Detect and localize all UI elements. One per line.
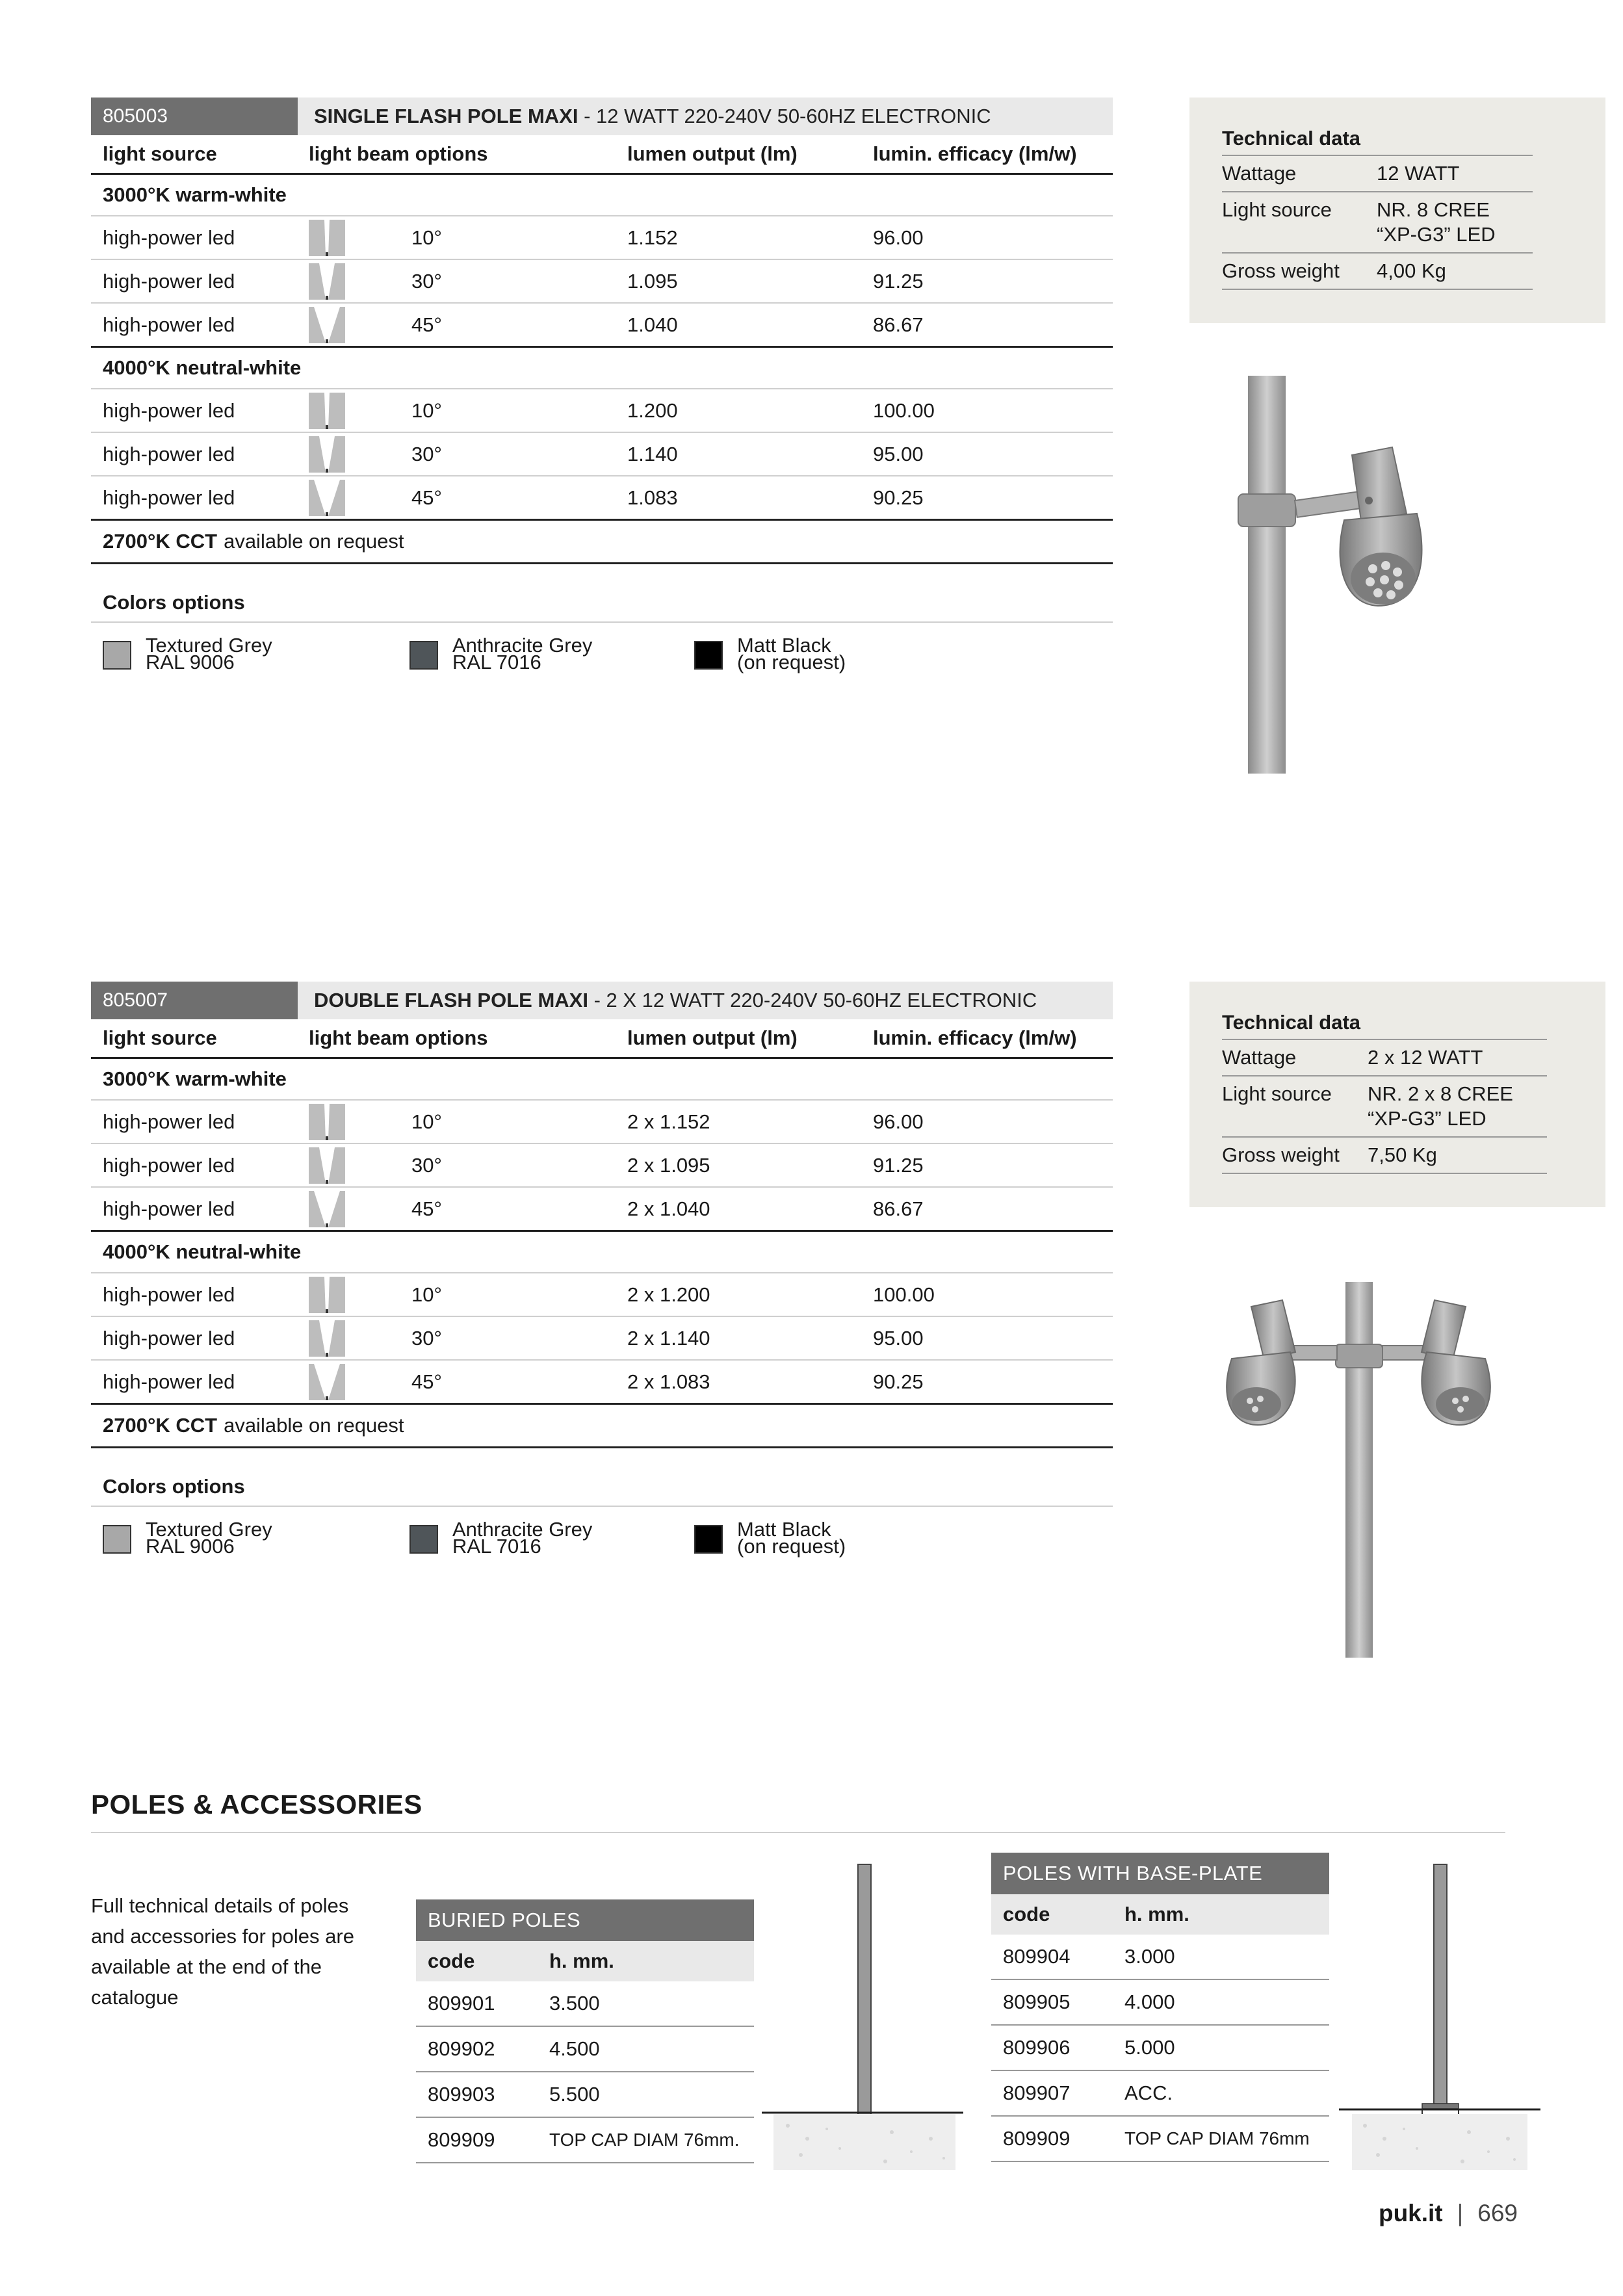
- product-title: [314, 982, 1037, 1019]
- lumen-output: 2 x 1.095: [627, 1153, 710, 1177]
- pole-row: [991, 1935, 1329, 1980]
- lumen-output: 2 x 1.200: [627, 1283, 710, 1306]
- tech-key: Gross weight: [1222, 1143, 1340, 1166]
- beam-angle-icon: [309, 220, 345, 256]
- tech-row: [1222, 1040, 1547, 1076]
- lumen-output: 1.095: [627, 269, 678, 293]
- color-line2: (on request): [737, 1535, 846, 1558]
- tech-row: [1222, 192, 1533, 254]
- light-source: high-power led: [103, 442, 235, 465]
- color-line1: Textured Grey: [146, 634, 272, 657]
- double-flash-pole-image: [1206, 1274, 1518, 1664]
- luminous-efficacy: 91.25: [873, 1153, 924, 1177]
- product-title-name: SINGLE FLASH POLE MAXI: [314, 105, 578, 127]
- light-source: high-power led: [103, 398, 235, 422]
- luminous-efficacy: 100.00: [873, 1283, 935, 1306]
- beam-angle: 30°: [411, 1326, 442, 1350]
- color-swatches: [91, 1507, 1113, 1572]
- beam-angle-icon: [309, 1277, 345, 1313]
- tech-key: Light source: [1222, 1082, 1332, 1105]
- cct-label: 2700°K CCT: [103, 1414, 218, 1437]
- pole-row: [416, 1981, 754, 2027]
- color-name: [146, 1518, 272, 1558]
- section-name: 4000°K neutral-white: [103, 356, 302, 379]
- pole-code: 809904: [1003, 1945, 1071, 1968]
- table-row: [91, 260, 1113, 304]
- color-line2: RAL 9006: [146, 1535, 235, 1558]
- beam-angle: 45°: [411, 1197, 442, 1220]
- table-row: [91, 304, 1113, 348]
- tech-row: [1222, 156, 1533, 192]
- pole-height: TOP CAP DIAM 76mm.: [549, 2130, 740, 2150]
- beam-icon-cell: [309, 304, 345, 346]
- table-row: [91, 433, 1113, 476]
- technical-data-title: Technical data: [1222, 122, 1533, 156]
- technical-data-title: Technical data: [1222, 1006, 1547, 1040]
- color-name: [737, 1518, 846, 1558]
- light-source: high-power led: [103, 313, 235, 336]
- table-row: [91, 476, 1113, 521]
- color-line1: Anthracite Grey: [452, 1518, 593, 1541]
- footer-separator: |: [1457, 2200, 1464, 2226]
- product-code: 805003: [91, 98, 298, 135]
- tech-row: [1222, 254, 1533, 290]
- table-header-row: [91, 1019, 1113, 1059]
- section-divider: [91, 1832, 1505, 1833]
- colors-options-805007: [91, 1468, 1113, 1572]
- lumen-output: 1.140: [627, 442, 678, 465]
- beam-icon-cell: [309, 1273, 345, 1316]
- product-header: [91, 982, 1113, 1019]
- light-source: high-power led: [103, 1110, 235, 1133]
- lumen-output: 2 x 1.140: [627, 1326, 710, 1350]
- beam-angle-icon: [309, 1104, 345, 1140]
- pole-code: 809906: [1003, 2036, 1071, 2059]
- pole-code: 809902: [428, 2037, 495, 2060]
- cct-availability: available on request: [224, 530, 404, 553]
- technical-data-inner: [1222, 122, 1533, 290]
- poles-accessories-title: POLES & ACCESSORIES: [91, 1789, 422, 1820]
- luminous-efficacy: 86.67: [873, 1197, 924, 1220]
- luminous-efficacy: 90.25: [873, 1370, 924, 1393]
- baseplate-poles-header: [991, 1894, 1329, 1935]
- beam-angle-icon: [309, 393, 345, 429]
- color-name: [452, 634, 593, 673]
- lumen-output: 1.152: [627, 226, 678, 249]
- color-chip: [103, 1525, 131, 1554]
- col-light-source: light source: [103, 142, 217, 165]
- pole-row: [991, 2071, 1329, 2117]
- col-height: h. mm.: [549, 1950, 614, 1972]
- beam-angle: 45°: [411, 313, 442, 336]
- beam-angle-icon: [309, 436, 345, 473]
- color-line2: RAL 7016: [452, 1535, 541, 1558]
- poles-note: Full technical details of poles and accessories for poles are available at the end of the catalogue: [91, 1894, 354, 2009]
- tech-key: Light source: [1222, 198, 1332, 221]
- color-swatch: [694, 634, 846, 673]
- color-temp-section: [91, 1232, 1113, 1273]
- luminous-efficacy: 86.67: [873, 313, 924, 336]
- pole-row: [416, 2027, 754, 2072]
- beam-icon-cell: [309, 389, 345, 432]
- product-table-805007: [91, 982, 1113, 1448]
- color-temp-section: [91, 1059, 1113, 1101]
- beam-icon-cell: [309, 1101, 345, 1143]
- color-line1: Anthracite Grey: [452, 634, 593, 657]
- beam-icon-cell: [309, 433, 345, 475]
- pole-code: 809901: [428, 1992, 495, 2015]
- beam-angle: 10°: [411, 226, 442, 249]
- pole-height: ACC.: [1124, 2081, 1173, 2104]
- buried-pole-drawing: [762, 1859, 963, 2171]
- light-source: high-power led: [103, 1370, 235, 1393]
- product-title-specs: - 2 X 12 WATT 220-240V 50-60HZ ELECTRONIC: [588, 989, 1037, 1011]
- light-source: high-power led: [103, 226, 235, 249]
- col-lumen: lumen output (lm): [627, 1026, 798, 1049]
- page-footer: [1379, 2200, 1518, 2227]
- lumen-output: 2 x 1.083: [627, 1370, 710, 1393]
- cct-label: 2700°K CCT: [103, 530, 218, 553]
- cct-row: [91, 521, 1113, 564]
- beam-angle-icon: [309, 307, 345, 343]
- color-line1: Textured Grey: [146, 1518, 272, 1541]
- col-efficacy: lumin. efficacy (lm/w): [873, 142, 1077, 165]
- col-beam: light beam options: [309, 142, 488, 165]
- table-row: [91, 1188, 1113, 1232]
- beam-angle-icon: [309, 1320, 345, 1357]
- colors-label: Colors options: [91, 584, 1113, 623]
- beam-icon-cell: [309, 1188, 345, 1230]
- pole-row: [991, 2026, 1329, 2071]
- product-title: [314, 98, 991, 135]
- col-beam: light beam options: [309, 1026, 488, 1049]
- tech-value: 7,50 Kg: [1368, 1143, 1437, 1166]
- table-row: [91, 1144, 1113, 1188]
- luminous-efficacy: 96.00: [873, 1110, 924, 1133]
- col-code: code: [428, 1950, 475, 1972]
- luminous-efficacy: 91.25: [873, 269, 924, 293]
- beam-angle: 45°: [411, 486, 442, 509]
- color-temp-section: [91, 175, 1113, 216]
- col-light-source: light source: [103, 1026, 217, 1049]
- pole-height: 5.500: [549, 2083, 600, 2106]
- color-line1: Matt Black: [737, 634, 831, 657]
- color-swatch: [409, 1518, 593, 1558]
- pole-code: 809903: [428, 2083, 495, 2106]
- beam-icon-cell: [309, 260, 345, 302]
- pole-height: 3.000: [1124, 1945, 1175, 1968]
- light-source: high-power led: [103, 1153, 235, 1177]
- section-name: 4000°K neutral-white: [103, 1240, 302, 1263]
- color-chip: [694, 641, 723, 670]
- beam-angle-icon: [309, 263, 345, 300]
- color-swatch: [103, 1518, 272, 1558]
- technical-data-805003: [1189, 98, 1605, 323]
- tech-row: [1222, 1076, 1547, 1138]
- tech-key: Wattage: [1222, 1046, 1297, 1069]
- beam-angle: 45°: [411, 1370, 442, 1393]
- color-line2: RAL 9006: [146, 651, 235, 673]
- tech-key: Gross weight: [1222, 259, 1340, 282]
- table-row: [91, 1101, 1113, 1144]
- lumen-output: 2 x 1.040: [627, 1197, 710, 1220]
- buried-poles-header: [416, 1941, 754, 1981]
- pole-height: 4.500: [549, 2037, 600, 2060]
- page-number: 669: [1477, 2200, 1518, 2226]
- table-header-row: [91, 135, 1113, 175]
- lumen-output: 1.200: [627, 398, 678, 422]
- color-line2: (on request): [737, 651, 846, 673]
- col-efficacy: lumin. efficacy (lm/w): [873, 1026, 1077, 1049]
- lumen-output: 2 x 1.152: [627, 1110, 710, 1133]
- baseplate-poles-title: POLES WITH BASE-PLATE: [991, 1853, 1329, 1894]
- beam-angle: 30°: [411, 442, 442, 465]
- luminous-efficacy: 96.00: [873, 226, 924, 249]
- product-title-specs: - 12 WATT 220-240V 50-60HZ ELECTRONIC: [578, 105, 991, 127]
- site-name: puk.it: [1378, 2200, 1443, 2226]
- beam-angle-icon: [309, 1147, 345, 1184]
- color-swatches: [91, 623, 1113, 688]
- luminous-efficacy: 95.00: [873, 442, 924, 465]
- table-row: [91, 216, 1113, 260]
- luminous-efficacy: 90.25: [873, 486, 924, 509]
- col-code: code: [1003, 1903, 1050, 1925]
- light-source: high-power led: [103, 486, 235, 509]
- light-source: high-power led: [103, 1326, 235, 1350]
- beam-angle-icon: [309, 480, 345, 516]
- light-source: high-power led: [103, 1197, 235, 1220]
- pole-code: 809905: [1003, 1990, 1071, 2013]
- tech-value: NR. 2 x 8 CREE “XP-G3” LED: [1368, 1082, 1513, 1130]
- color-name: [452, 1518, 593, 1558]
- technical-data-805007: [1189, 982, 1605, 1207]
- buried-poles-title: BURIED POLES: [416, 1899, 754, 1941]
- pole-code: 809909: [428, 2128, 495, 2151]
- product-code: 805007: [91, 982, 298, 1019]
- pole-row: [416, 2118, 754, 2163]
- light-source: high-power led: [103, 1283, 235, 1306]
- beam-angle: 10°: [411, 1110, 442, 1133]
- beam-angle: 10°: [411, 398, 442, 422]
- product-header: [91, 98, 1113, 135]
- luminous-efficacy: 100.00: [873, 398, 935, 422]
- color-swatch: [409, 634, 593, 673]
- cct-note: [103, 521, 404, 562]
- color-chip: [103, 641, 131, 670]
- color-chip: [409, 1525, 438, 1554]
- pole-row: [416, 2072, 754, 2118]
- tech-value: NR. 8 CREE “XP-G3” LED: [1377, 198, 1496, 246]
- col-height: h. mm.: [1124, 1903, 1189, 1925]
- beam-angle: 10°: [411, 1283, 442, 1306]
- color-line2: RAL 7016: [452, 651, 541, 673]
- pole-row: [991, 1980, 1329, 2026]
- luminous-efficacy: 95.00: [873, 1326, 924, 1350]
- cct-note: [103, 1405, 404, 1446]
- table-row: [91, 389, 1113, 433]
- tech-value: 12 WATT: [1377, 162, 1460, 185]
- buried-poles-table: [416, 1899, 754, 2163]
- color-swatch: [694, 1518, 846, 1558]
- color-chip: [694, 1525, 723, 1554]
- tech-value: 4,00 Kg: [1377, 259, 1446, 282]
- color-chip: [409, 641, 438, 670]
- lumen-output: 1.083: [627, 486, 678, 509]
- lumen-output: 1.040: [627, 313, 678, 336]
- beam-angle: 30°: [411, 269, 442, 293]
- beam-icon-cell: [309, 216, 345, 259]
- color-line1: Matt Black: [737, 1518, 831, 1541]
- tech-row: [1222, 1138, 1547, 1174]
- cct-availability: available on request: [224, 1414, 404, 1437]
- color-name: [737, 634, 846, 673]
- color-temp-section: [91, 348, 1113, 389]
- single-flash-pole-image: [1222, 371, 1482, 780]
- tech-value: 2 x 12 WATT: [1368, 1046, 1483, 1069]
- beam-icon-cell: [309, 1317, 345, 1359]
- table-row: [91, 1273, 1113, 1317]
- product-table-805003: [91, 98, 1113, 564]
- beam-angle: 30°: [411, 1153, 442, 1177]
- technical-data-inner: [1222, 1006, 1547, 1174]
- pole-height: 4.000: [1124, 1990, 1175, 2013]
- section-name: 3000°K warm-white: [103, 1067, 287, 1090]
- pole-code: 809907: [1003, 2081, 1071, 2104]
- cct-row: [91, 1405, 1113, 1448]
- pole-height: 3.500: [549, 1992, 600, 2015]
- pole-height: 5.000: [1124, 2036, 1175, 2059]
- tech-key: Wattage: [1222, 162, 1297, 185]
- colors-label: Colors options: [91, 1468, 1113, 1507]
- colors-options-805003: [91, 584, 1113, 688]
- beam-angle-icon: [309, 1191, 345, 1227]
- color-name: [146, 634, 272, 673]
- beam-icon-cell: [309, 1361, 345, 1403]
- beam-icon-cell: [309, 1144, 345, 1186]
- table-row: [91, 1361, 1113, 1405]
- pole-height: TOP CAP DIAM 76mm: [1124, 2128, 1310, 2148]
- product-title-name: DOUBLE FLASH POLE MAXI: [314, 989, 588, 1011]
- beam-angle-icon: [309, 1364, 345, 1400]
- pole-row: [991, 2117, 1329, 2162]
- light-source: high-power led: [103, 269, 235, 293]
- col-lumen: lumen output (lm): [627, 142, 798, 165]
- table-row: [91, 1317, 1113, 1361]
- baseplate-poles-table: [991, 1853, 1329, 2162]
- color-swatch: [103, 634, 272, 673]
- pole-code: 809909: [1003, 2127, 1071, 2150]
- beam-icon-cell: [309, 476, 345, 519]
- section-name: 3000°K warm-white: [103, 183, 287, 206]
- baseplate-pole-drawing: [1339, 1859, 1540, 2171]
